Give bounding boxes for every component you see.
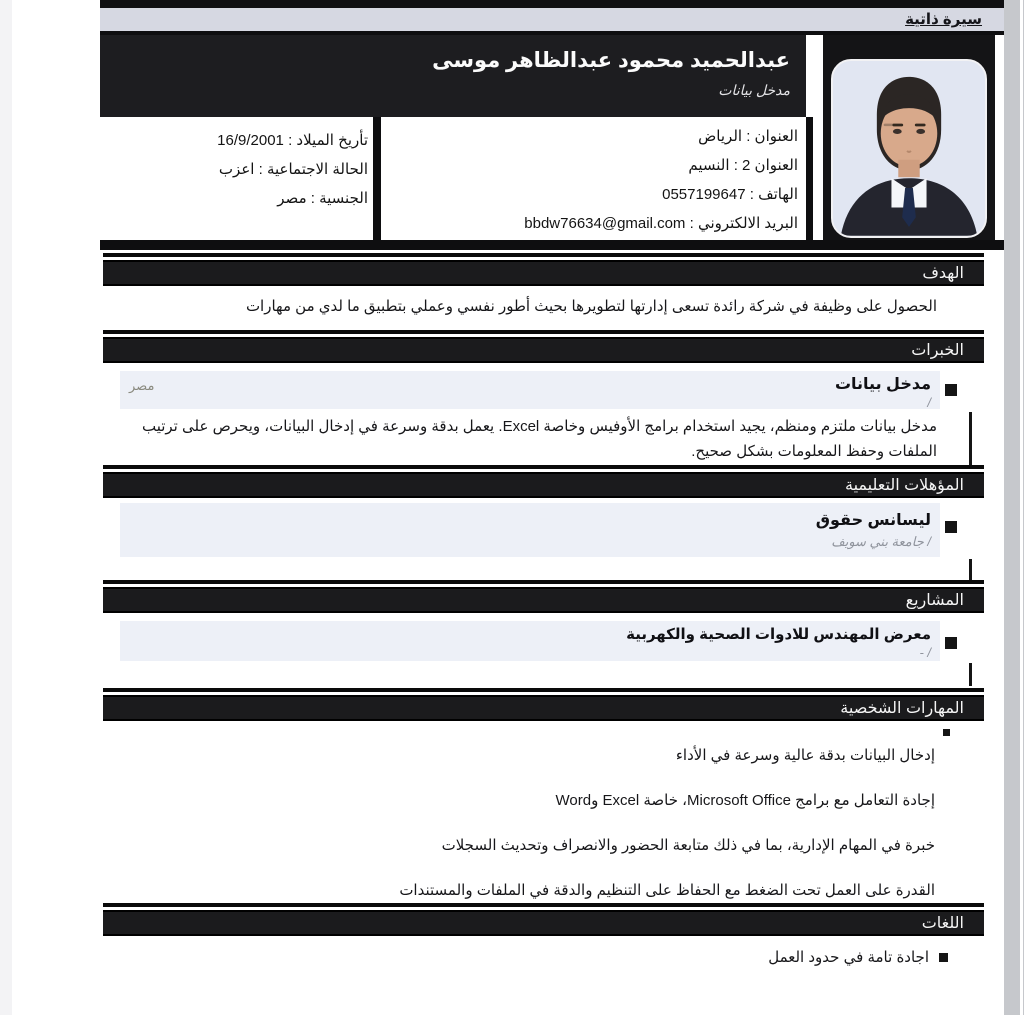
info-line-address2: العنوان 2 : النسيم <box>688 157 798 174</box>
info-line-phone: الهاتف : 0557199647 <box>662 186 798 203</box>
section-header-projects <box>103 580 984 613</box>
section-topline <box>103 330 984 334</box>
header-name-box <box>100 35 806 117</box>
skill-item: خبرة في المهام الإدارية، بما في ذلك متابعة الحضور والانصراف وتحديث السجلات <box>441 837 935 854</box>
experience-entry-location: مصر <box>129 378 155 393</box>
info-line-email: البريد الالكتروني : bbdw76634@gmail.com <box>524 215 798 232</box>
top-black-rule <box>100 0 1004 8</box>
info-line-birthdate: تأريخ الميلاد : 16/9/2001 <box>217 132 368 149</box>
section-title-objective: الهدف <box>922 265 964 282</box>
education-entry <box>120 503 940 557</box>
page-edge-highlight <box>1020 0 1023 1015</box>
section-title-skills: المهارات الشخصية <box>840 700 964 717</box>
experience-entry <box>120 371 940 409</box>
projects-entry <box>120 621 940 661</box>
document-title-band <box>100 8 1004 31</box>
section-title-languages: اللغات <box>921 915 964 932</box>
section-topline <box>103 253 984 257</box>
portrait-illustration <box>833 61 985 236</box>
language-item-text: اجادة تامة في حدود العمل <box>768 949 929 966</box>
section-topline <box>103 688 984 692</box>
bullet-square-icon <box>945 384 957 396</box>
section-topline <box>103 580 984 584</box>
skill-item: إجادة التعامل مع برامج Microsoft Office، خاصة Excel وWord <box>555 792 935 809</box>
experience-description: مدخل بيانات ملتزم ومنظم، يجيد استخدام برامج الأوفيس وخاصة Excel. يعمل بدقة وسرعة في إدخال البيانات، ويحرص على ترتيب الملفات وحفظ المعلومات بشكل صحيح. <box>141 418 937 460</box>
timeline-line <box>969 412 972 465</box>
info-divider <box>373 117 381 240</box>
profile-photo <box>831 59 987 238</box>
education-entry-title: ليسانس حقوق <box>815 512 931 529</box>
education-entry-sub: جامعة بني سويف / <box>831 534 931 549</box>
section-topline <box>103 465 984 469</box>
projects-entry-sub: - / <box>919 645 931 660</box>
section-topline <box>103 903 984 907</box>
skill-item: إدخال البيانات بدقة عالية وسرعة في الأداء <box>675 747 935 764</box>
bullet-square-icon <box>939 953 948 962</box>
section-title-education: المؤهلات التعليمية <box>845 477 964 494</box>
experience-entry-title: مدخل بيانات <box>834 376 931 393</box>
bullet-square-icon <box>945 637 957 649</box>
info-line-marital-status: الحالة الاجتماعية : اعزب <box>218 161 368 178</box>
experience-entry-sub: / <box>927 395 931 410</box>
objective-text: الحصول على وظيفة في شركة رائدة تسعى إدارتها لتطويرها بحيث أطور نفسي وعملي بتطبيق ما لدي من مهارات <box>245 298 937 315</box>
timeline-line <box>969 559 972 580</box>
info-right-border <box>806 117 813 240</box>
page-left-margin <box>0 0 12 1015</box>
section-header-experience <box>103 330 984 363</box>
contact-info-panel <box>381 117 806 240</box>
section-header-education <box>103 465 984 498</box>
skill-item: القدرة على العمل تحت الضغط مع الحفاظ على التنظيم والدقة في الملفات والمستندات <box>399 882 935 899</box>
bullet-square-icon <box>943 729 950 736</box>
info-line-nationality: الجنسية : مصر <box>277 190 368 207</box>
section-header-objective <box>103 253 984 286</box>
doc-label: سيرة ذاتية <box>905 11 982 28</box>
language-item <box>120 948 948 966</box>
section-header-skills <box>103 688 984 721</box>
section-title-experience: الخبرات <box>911 342 964 359</box>
section-title-projects: المشاريع <box>905 592 964 609</box>
job-title: مدخل بيانات <box>718 82 790 98</box>
photo-container <box>823 35 995 246</box>
header-bottom-rule <box>100 240 1004 250</box>
personal-details-panel <box>100 117 373 240</box>
page-right-margin <box>1004 0 1024 1015</box>
section-header-languages <box>103 903 984 936</box>
projects-entry-title: معرض المهندس للادوات الصحية والكهربية <box>626 626 931 643</box>
bullet-square-icon <box>945 521 957 533</box>
info-line-address: العنوان : الرياض <box>698 128 798 145</box>
timeline-line <box>969 663 972 686</box>
candidate-name: عبدالحميد محمود عبدالظاهر موسى <box>432 49 790 72</box>
